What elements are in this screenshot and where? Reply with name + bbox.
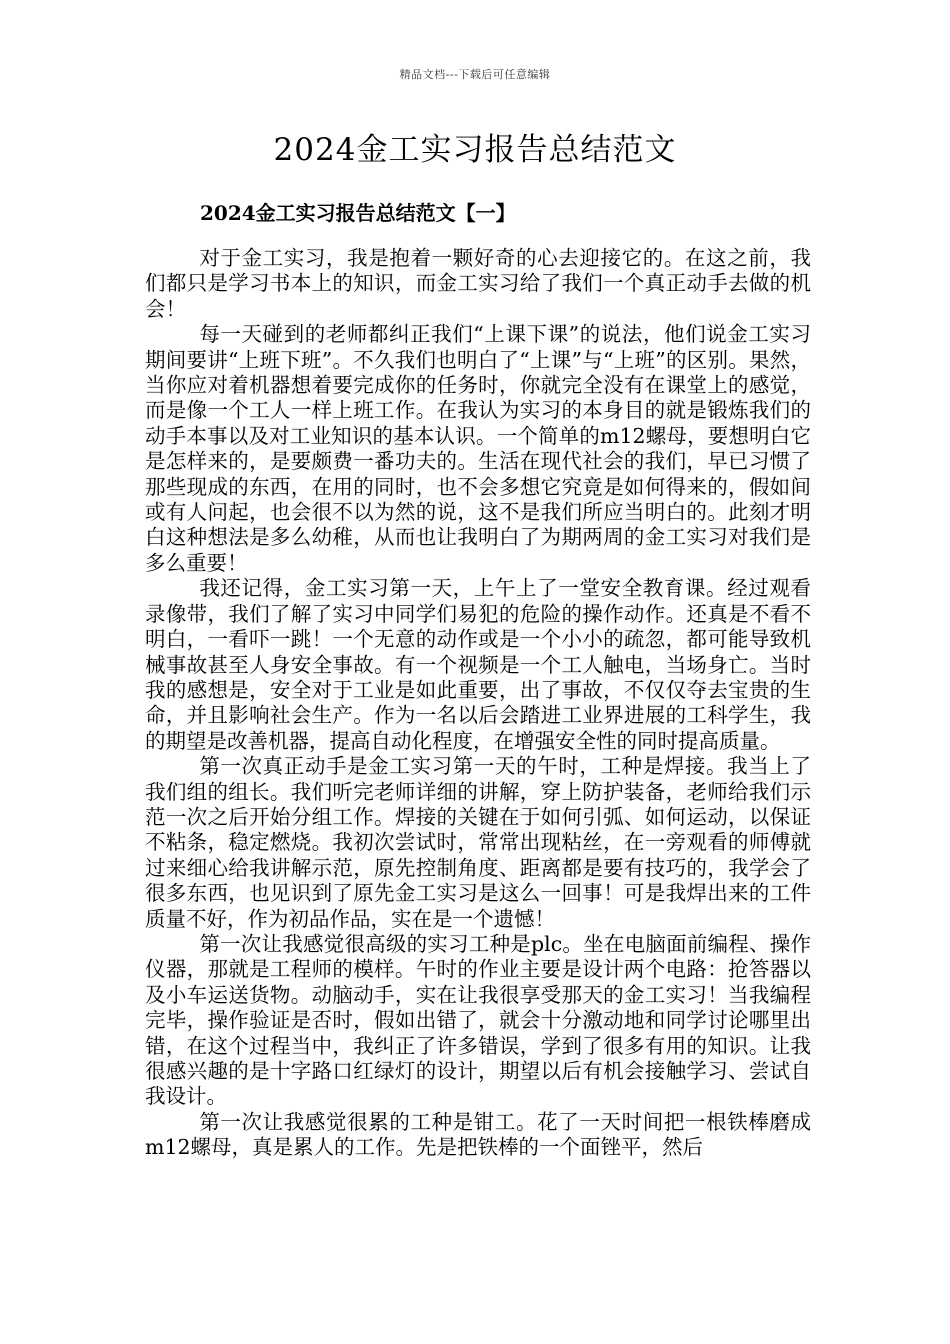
paragraph: 第一次让我感觉很累的工种是钳工。花了一天时间把一根铁棒磨成m12螺母，真是累人的工作。先是把铁棒的一个面锉平，然后 [145, 1109, 811, 1160]
paragraph: 第一次真正动手是金工实习第一天的午时，工种是焊接。我当上了我们组的组长。我们听完老师详细的讲解，穿上防护装备，老师给我们示范一次之后开始分组工作。焊接的关键在于如何引弧、如何运动，以保证不粘条，稳定燃烧。我初次尝试时，常常出现粘丝，在一旁观看的师傅就过来细心给我讲解示范，原先控制角度、距离都是要有技巧的，我学会了很多东西，也见识到了原先金工实习是这么一回事！可是我焊出来的工件质量不好，作为初品作品，实在是一个遗憾！ [145, 754, 811, 931]
document-title: 2024金工实习报告总结范文 [273, 132, 677, 168]
document-body [145, 246, 811, 1161]
section-heading: 2024金工实习报告总结范文【一】 [200, 201, 516, 225]
header-note: 精品文档---下载后可任意编辑 [399, 68, 551, 81]
paragraph: 每一天碰到的老师都纠正我们“上课下课”的说法，他们说金工实习期间要讲“上班下班”。不久我们也明白了“上课”与“上班”的区别。果然，当你应对着机器想着要完成你的任务时，你就完全没有在课堂上的感觉，而是像一个工人一样上班工作。在我认为实习的本身目的就是锻炼我们的动手本事以及对工业知识的基本认识。一个简单的m12螺母，要想明白它是怎样来的，是要颇费一番功夫的。生活在现代社会的我们，早已习惯了那些现成的东西，在用的同时，也不会多想它究竟是如何得来的，假如间或有人问起，也会很不以为然的说，这不是我们所应当明白的。此刻才明白这种想法是多么幼稚，从而也让我明白了为期两周的金工实习对我们是多么重要！ [145, 322, 811, 575]
paragraph: 对于金工实习，我是抱着一颗好奇的心去迎接它的。在这之前，我们都只是学习书本上的知识，而金工实习给了我们一个真正动手去做的机会！ [145, 246, 811, 321]
paragraph: 我还记得，金工实习第一天，上午上了一堂安全教育课。经过观看录像带，我们了解了实习中同学们易犯的危险的操作动作。还真是不看不明白，一看吓一跳！一个无意的动作或是一个小小的疏忽，都可能导致机械事故甚至人身安全事故。有一个视频是一个工人触电，当场身亡。当时我的感想是，安全对于工业是如此重要，出了事故，不仅仅夺去宝贵的生命，并且影响社会生产。作为一名以后会踏进工业界进展的工科学生，我的期望是改善机器，提高自动化程度，在增强安全性的同时提高质量。 [145, 576, 811, 753]
paragraph: 第一次让我感觉很高级的实习工种是plc。坐在电脑面前编程、操作仪器，那就是工程师的模样。午时的作业主要是设计两个电路：抢答器以及小车运送货物。动脑动手，实在让我很享受那天的金工实习！当我编程完毕，操作验证是否时，假如出错了，就会十分激动地和同学讨论哪里出错，在这个过程当中，我纠正了许多错误，学到了很多有用的知识。让我很感兴趣的是十字路口红绿灯的设计，期望以后有机会接触学习、尝试自我设计。 [145, 931, 811, 1109]
